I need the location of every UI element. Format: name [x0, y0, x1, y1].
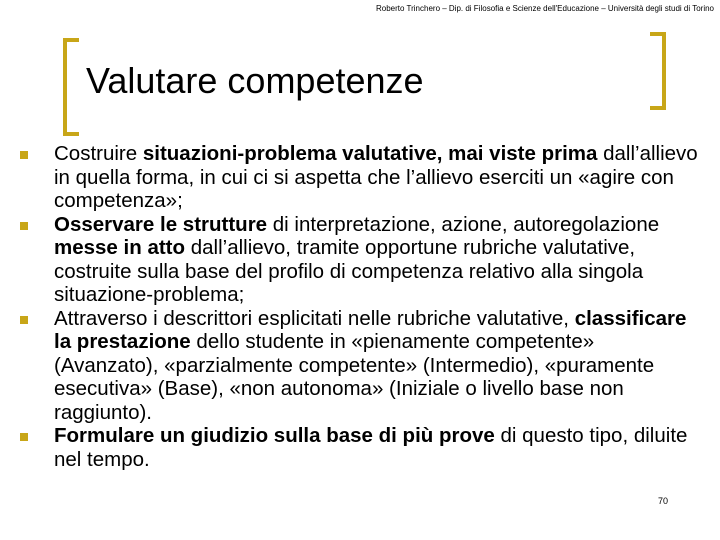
- title-bracket-left: [63, 38, 79, 136]
- bullet-text-part: messe in atto: [54, 236, 186, 259]
- bullet-text: [54, 213, 659, 307]
- bullet-item: [20, 424, 700, 471]
- bullet-item: [20, 307, 700, 425]
- square-bullet-icon: [20, 151, 28, 159]
- bullet-text-part: Osservare le strutture: [54, 212, 268, 236]
- bullet-text-part: dello studente in «pienamente competente» (Avanzato), «parzialmente competente» (Intermedio), «puramente esecutiva» (Base), «non autonoma» (Iniziale o livello base non raggiunto).: [54, 330, 655, 424]
- bullet-text-part: Formulare un giudizio sulla base di più prove: [54, 424, 495, 447]
- bullet-text-part: di questo tipo, diluite nel tempo.: [54, 424, 688, 471]
- bullet-text: [54, 307, 686, 424]
- bullet-text-part: Costruire: [54, 142, 143, 165]
- bullet-text-part: Attraverso i descrittori esplicitati nelle rubriche valutative,: [54, 306, 575, 330]
- bullet-list: [20, 142, 700, 471]
- bullet-text: [54, 424, 687, 471]
- bullet-text: [54, 142, 698, 212]
- bullet-text-part: dall’allievo in quella forma, in cui ci si aspetta che l’allievo eserciti un «agire con competenza»;: [54, 142, 698, 212]
- square-bullet-icon: [20, 222, 28, 230]
- bullet-text-part: di interpretazione, azione, autoregolazione: [267, 212, 660, 236]
- bullet-item: [20, 213, 700, 307]
- title-bracket-right: [650, 32, 666, 110]
- square-bullet-icon: [20, 433, 28, 441]
- slide-title: Valutare competenze: [86, 60, 424, 101]
- bullet-item: [20, 142, 700, 213]
- author-affiliation-note: Roberto Trinchero – Dip. di Filosofia e Scienze dell'Educazione – Università degli studi di Torino: [375, 4, 714, 13]
- bullet-text-part: classificare la prestazione: [54, 306, 687, 353]
- bullet-text-part: situazioni-problema valutative, mai viste prima: [142, 142, 598, 165]
- page-number: 70: [658, 496, 669, 506]
- bullet-text-part: dall’allievo, tramite opportune rubriche valutative, costruite sulla base del profilo di competenza relativo alla singola situazione-problema;: [54, 236, 644, 306]
- square-bullet-icon: [20, 316, 28, 324]
